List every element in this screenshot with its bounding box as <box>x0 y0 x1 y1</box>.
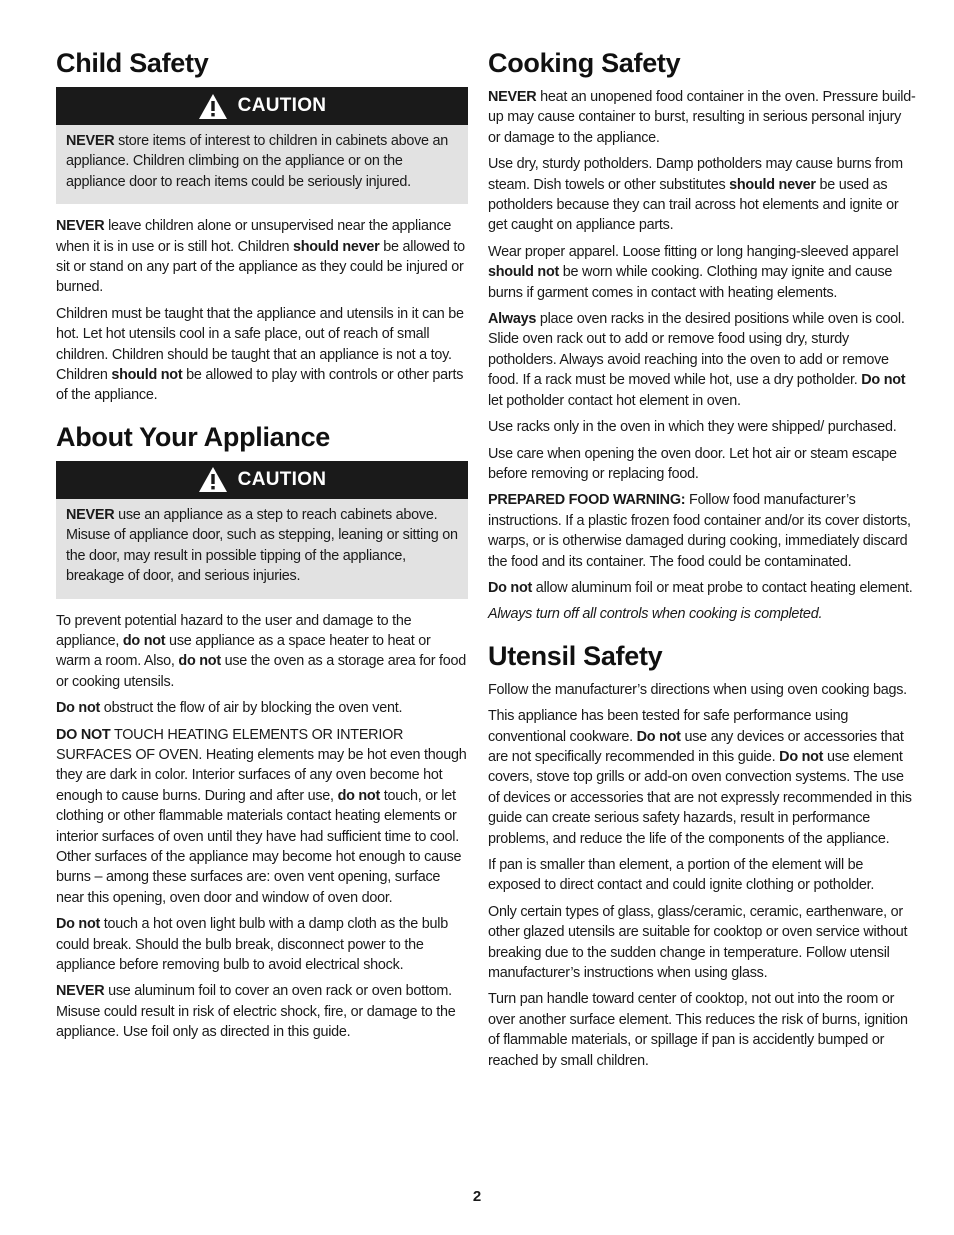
body-text: obstruct the flow of air by blocking the oven vent. <box>100 700 403 717</box>
emphasis-text: Do not <box>56 700 101 717</box>
body-text: use aluminum foil to cover an oven rack or oven bottom. Misuse could result in risk of electric shock, fire, or damage to the appliance. Use foil only as directed in this guide. <box>56 983 456 1041</box>
emphasis-text: PREPARED FOOD WARNING: <box>488 492 686 509</box>
emphasis-text: NEVER <box>66 133 115 149</box>
paragraph <box>488 417 916 437</box>
paragraph <box>56 611 468 693</box>
caution-label: CAUTION <box>237 468 327 490</box>
emphasis-text: should not <box>488 264 560 281</box>
caution-text <box>66 505 458 587</box>
emphasis-text: NEVER <box>56 983 105 1000</box>
body-text: use the oven as a storage area for food or cooking utensils. <box>56 653 467 690</box>
body-text: Follow food manufacturer’s instructions. If a plastic frozen food container and/or its cover distorts, warps, or is otherwise damaged during cooking, immediately discard the food and its container. The food could be contaminated. <box>488 492 911 570</box>
body-text: store items of interest to children in cabinets above an appliance. Children climbing on the appliance or on the appliance door to reach items could be seriously injured. <box>66 133 449 190</box>
body-text: allow aluminum foil or meat probe to contact heating element. <box>532 579 913 596</box>
caution-box <box>56 499 468 599</box>
body-text: Children must be taught that the appliance and utensils in it can be hot. Let hot utensils cool in a safe place, out of reach of small children. Children should be taught that an appliance is not a toy. Children <box>56 305 464 384</box>
body-text: Follow the manufacturer’s directions when using oven cooking bags. <box>488 681 907 698</box>
emphasis-text: NEVER <box>488 89 537 105</box>
emphasis-text: Always <box>488 311 537 328</box>
body-text: place oven racks in the desired positions while oven is cool. Slide oven rack out to add or remove food using dry, sturdy potholders. Always avoid reaching into the oven to add or remove food. If a rack must be moved while hot, use a dry potholder. <box>488 311 905 389</box>
paragraph <box>488 855 916 896</box>
paragraph <box>56 304 468 406</box>
body-text: Use care when opening the oven door. Let hot air or steam escape before removing or replacing food. <box>488 445 897 482</box>
paragraph <box>488 902 916 984</box>
body-text: TOUCH HEATING ELEMENTS OR INTERIOR SURFACES OF OVEN. Heating elements may be hot even though they are dark in color. Interior surfaces of any oven become hot enough to cause burns. During and after use, <box>56 726 467 804</box>
cooking-safety-body <box>488 87 916 625</box>
body-text: Only certain types of glass, glass/ceramic, ceramic, earthenware, or other glazed utensils are suitable for cooktop or oven service without breaking due to the sudden change in temperature. Follow utensil manufacturer’s instructions when using glass. <box>488 903 908 982</box>
emphasis-text: Do not <box>56 916 101 933</box>
emphasis-text: Do not <box>779 748 824 765</box>
warning-triangle-icon <box>198 466 228 493</box>
body-text: touch a hot oven light bulb with a damp cloth as the bulb could break. Should the bulb break, disconnect power to the appliance before removing bulb to avoid electrical shock. <box>56 916 448 973</box>
body-text: be allowed to play with controls or other parts of the appliance. <box>56 367 464 404</box>
body-text: leave children alone or unsupervised near the appliance when it is in use or is still hot. Children <box>56 218 452 255</box>
caution-label: CAUTION <box>237 95 327 116</box>
paragraph <box>56 698 468 718</box>
right-column <box>488 48 916 1077</box>
utensil-safety-body <box>488 680 916 1071</box>
emphasis-text: should not <box>111 367 183 384</box>
left-column <box>56 48 468 1049</box>
paragraph <box>488 87 916 148</box>
warning-triangle-icon <box>198 93 228 120</box>
body-text: Use dry, sturdy potholders. Damp potholders may cause burns from steam. Dish towels or other substitutes <box>488 156 903 193</box>
paragraph <box>56 216 468 298</box>
body-text: heat an unopened food container in the oven. Pressure build-up may cause container to burst, resulting in serious personal injury or damage to the appliance. <box>488 89 916 146</box>
body-text: Wear proper apparel. Loose fitting or long hanging-sleeved apparel <box>488 243 899 260</box>
body-text: To prevent potential hazard to the user and damage to the appliance, <box>56 612 412 649</box>
caution-text <box>66 131 458 192</box>
paragraph <box>488 989 916 1071</box>
paragraph <box>488 490 916 572</box>
body-text: use any devices or accessories that are not specifically recommended in this guide. <box>488 728 904 765</box>
caution-banner <box>56 87 468 125</box>
body-text: Turn pan handle toward center of cooktop, not out into the room or over another surface element. This reduces the risk of burns, ignition of flammable materials, or spillage if pan is accidently bumped or reached by small children. <box>488 991 908 1069</box>
body-text: use element covers, stove top grills or add-on oven convection systems. The use of devices or accessories that are not expressly recommended in this guide can create serious safety hazards, result in performance problems, and reduce the life of the components of the appliance. <box>488 748 912 847</box>
paragraph <box>56 914 468 975</box>
body-text: be used as potholders because they can trail across hot elements and ignite or get caught on appliance parts. <box>488 176 899 234</box>
paragraph <box>488 604 916 624</box>
paragraph <box>56 981 468 1042</box>
child-safety-heading: Child Safety <box>56 48 209 78</box>
emphasis-text: should never <box>729 176 816 193</box>
emphasis-text: Do not <box>488 579 533 596</box>
emphasis-text: DO NOT <box>56 726 111 743</box>
body-text: touch, or let clothing or other flammable materials contact heating elements or interior surfaces of oven until they have had sufficient time to cool. Other surfaces of the appliance may become hot enough to cause burns – among these surfaces are: oven vent opening, surface near this opening, oven door and window of oven door. <box>56 787 462 906</box>
italic-note: Always turn off all controls when cooking is completed. <box>488 606 823 623</box>
body-text: let potholder contact hot element in oven. <box>488 392 741 409</box>
paragraph <box>488 242 916 303</box>
cooking-safety-heading: Cooking Safety <box>488 48 681 78</box>
emphasis-text: do not <box>122 632 166 649</box>
body-text: be allowed to sit or stand on any part of the appliance as they could be injured or burned. <box>56 238 465 296</box>
utensil-safety-heading: Utensil Safety <box>488 640 663 671</box>
body-text: Use racks only in the oven in which they were shipped/ purchased. <box>488 419 897 436</box>
emphasis-text: NEVER <box>56 218 105 235</box>
paragraph <box>488 706 916 849</box>
emphasis-text: NEVER <box>66 506 115 523</box>
body-text: This appliance has been tested for safe performance using conventional cookware. <box>488 708 849 745</box>
paragraph <box>56 725 468 909</box>
about-appliance-body <box>56 611 468 1043</box>
emphasis-text: Do not <box>636 728 681 745</box>
caution-banner <box>56 461 468 499</box>
paragraph <box>488 444 916 485</box>
paragraph <box>488 578 916 598</box>
paragraph <box>488 154 916 236</box>
about-appliance-heading: About Your Appliance <box>56 421 331 452</box>
emphasis-text: Do not <box>861 372 906 389</box>
caution-box <box>56 125 468 204</box>
page-number: 2 <box>472 1188 482 1205</box>
emphasis-text: do not <box>178 653 221 670</box>
body-text: use an appliance as a step to reach cabinets above. Misuse of appliance door, such as stepping, leaning or sitting on the door, may result in possible tipping of the appliance, breakage of door, and serious injuries. <box>66 506 458 585</box>
body-text: be worn while cooking. Clothing may ignite and cause burns if garment comes in contact with heating elements. <box>488 264 893 301</box>
body-text: use appliance as a space heater to heat or warm a room. Also, <box>56 632 431 670</box>
paragraph <box>488 680 916 700</box>
paragraph <box>488 309 916 411</box>
body-text: If pan is smaller than element, a portion of the element will be exposed to direct contact and could ignite clothing or potholder. <box>488 857 875 894</box>
emphasis-text: do not <box>337 787 381 804</box>
child-safety-body <box>56 216 468 406</box>
emphasis-text: should never <box>292 238 380 255</box>
